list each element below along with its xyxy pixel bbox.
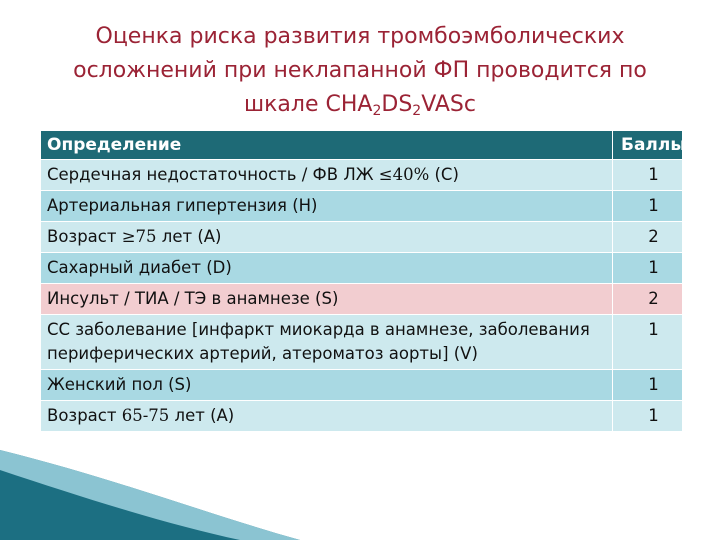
definition-text: Сердечная недостаточность / ФВ ЛЖ (47, 165, 379, 184)
table-row (41, 370, 683, 401)
definition-number: 65-75 (121, 406, 170, 425)
risk-score-table (40, 130, 686, 432)
definition-suffix: лет (A) (169, 406, 235, 425)
definition-suffix: лет (A) (156, 227, 222, 246)
decorative-swoosh (0, 420, 720, 540)
row-definition (41, 284, 613, 315)
title-mid: DS (381, 92, 413, 117)
title-prefix: шкале CHA (244, 92, 373, 117)
definition-text: Артериальная гипертензия (H) (47, 196, 318, 215)
definition-text: СС заболевание [инфаркт миокарда в анамнезе, заболевания периферических артерий, атероматоз аорты] (V) (47, 320, 590, 363)
row-definition (41, 315, 613, 370)
table-row (41, 253, 683, 284)
row-points: 1 (613, 253, 683, 284)
definition-suffix: (C) (429, 165, 459, 184)
definition-text: Инсульт / ТИА / ТЭ в анамнезе (S) (47, 289, 339, 308)
definition-text: Женский пол (S) (47, 375, 192, 394)
title-sub-1: 2 (372, 103, 382, 119)
row-points: 1 (613, 191, 683, 222)
table-body (41, 160, 683, 432)
title-line-1: Оценка риска развития тромбоэмболических (95, 24, 625, 49)
row-definition (41, 253, 613, 284)
header-points: Баллы (613, 131, 683, 160)
row-points: 1 (613, 401, 683, 432)
row-points: 1 (613, 315, 683, 370)
row-points: 2 (613, 222, 683, 253)
table-row (41, 160, 683, 191)
definition-text: Возраст (47, 406, 122, 425)
row-points: 2 (613, 284, 683, 315)
definition-number: ≤40% (378, 165, 430, 184)
title-sub-2: 2 (412, 103, 422, 119)
row-definition (41, 370, 613, 401)
definition-text: Возраст (47, 227, 122, 246)
table-row (41, 284, 683, 315)
table-row (41, 222, 683, 253)
row-points: 1 (613, 160, 683, 191)
table-header-row (41, 131, 683, 160)
row-definition (41, 160, 613, 191)
row-definition (41, 191, 613, 222)
table-row (41, 191, 683, 222)
table-row (41, 315, 683, 370)
definition-number: ≥75 (121, 227, 157, 246)
title-line-2: осложнений при неклапанной ФП проводится по (73, 58, 647, 83)
title-line-3 (30, 88, 690, 122)
header-definition: Определение (41, 131, 613, 160)
slide-title (30, 20, 690, 122)
definition-text: Сахарный диабет (D) (47, 258, 232, 277)
row-definition (41, 222, 613, 253)
row-points: 1 (613, 370, 683, 401)
title-suffix: VASc (421, 92, 476, 117)
